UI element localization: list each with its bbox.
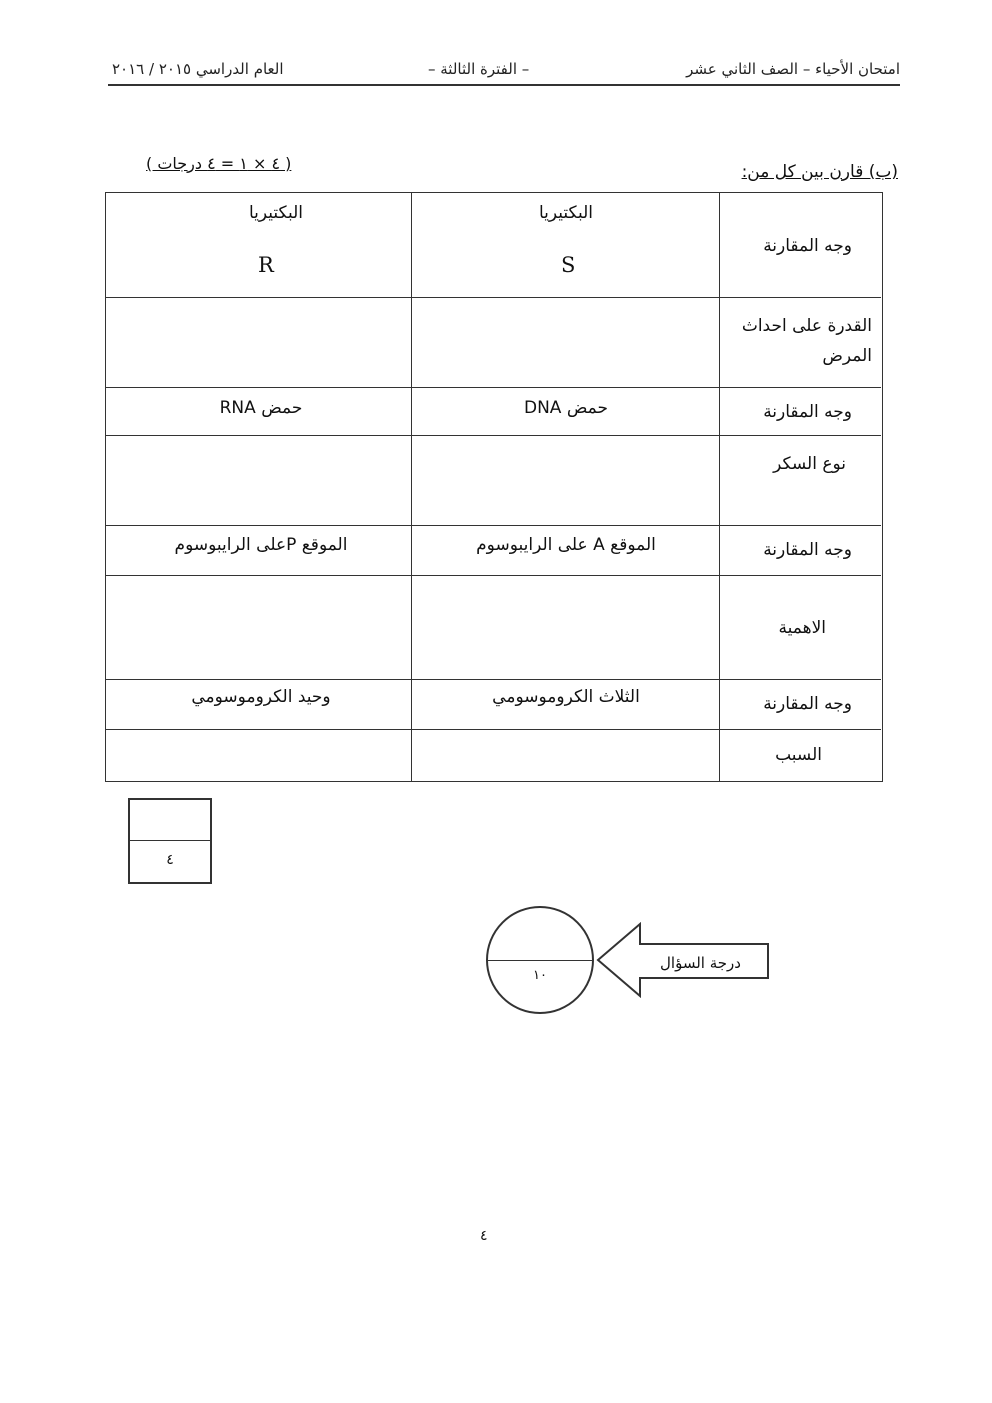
row-label: وجه المقارنة <box>763 402 852 422</box>
col-r-name: البكتيريا <box>249 203 303 223</box>
col-divider-1 <box>411 193 412 781</box>
score-box <box>128 798 212 884</box>
question-score-max: ١٠ <box>533 968 547 983</box>
row-label: نوع السكر <box>773 454 846 474</box>
row-label: وجه المقارنة <box>763 540 852 560</box>
question-score-label: درجة السؤال <box>660 954 741 972</box>
question-marks: ( ٤ × ١ = ٤ درجات ) <box>146 154 292 173</box>
row-label: وجه المقارنة <box>763 694 852 714</box>
cell-r: الموقع Pعلى الرايبوسوم <box>174 535 348 555</box>
row-divider <box>106 679 881 680</box>
cell-r: وحيد الكروموسومي <box>191 687 331 707</box>
header-label: وجه المقارنة <box>763 236 852 256</box>
row-divider <box>106 387 881 388</box>
col-r-letter: R <box>258 253 274 277</box>
question-score-circle <box>486 906 594 1014</box>
cell-s: حمض DNA <box>523 398 608 418</box>
row-label: القدرة على احداث المرض <box>741 316 872 366</box>
row-label: السبب <box>775 745 822 765</box>
question-title: (ب) قارن بين كل من: <box>741 162 898 182</box>
row-divider <box>106 435 881 436</box>
term-label: – الفترة الثالثة – <box>428 60 530 78</box>
academic-year: العام الدراسي ٢٠١٥ / ٢٠١٦ <box>112 60 284 78</box>
comparison-table <box>105 192 883 782</box>
cell-s: الموقع A على الرايبوسوم <box>476 535 656 555</box>
page-number: ٤ <box>480 1228 488 1244</box>
cell-s: الثلاث الكروموسومي <box>492 687 640 707</box>
row-divider <box>106 729 881 730</box>
col-s-letter: S <box>561 253 576 277</box>
score-divider <box>130 840 210 841</box>
cell-r: حمض RNA <box>219 398 303 418</box>
row-divider <box>106 297 881 298</box>
row-label: الاهمية <box>778 618 826 638</box>
score-max: ٤ <box>166 852 174 868</box>
exam-title: امتحان الأحياء – الصف الثاني عشر <box>686 60 900 78</box>
circle-divider <box>488 960 592 961</box>
row-divider <box>106 525 881 526</box>
col-divider-2 <box>719 193 720 781</box>
col-s-name: البكتيريا <box>539 203 593 223</box>
row-divider <box>106 575 881 576</box>
header-rule <box>108 84 900 86</box>
